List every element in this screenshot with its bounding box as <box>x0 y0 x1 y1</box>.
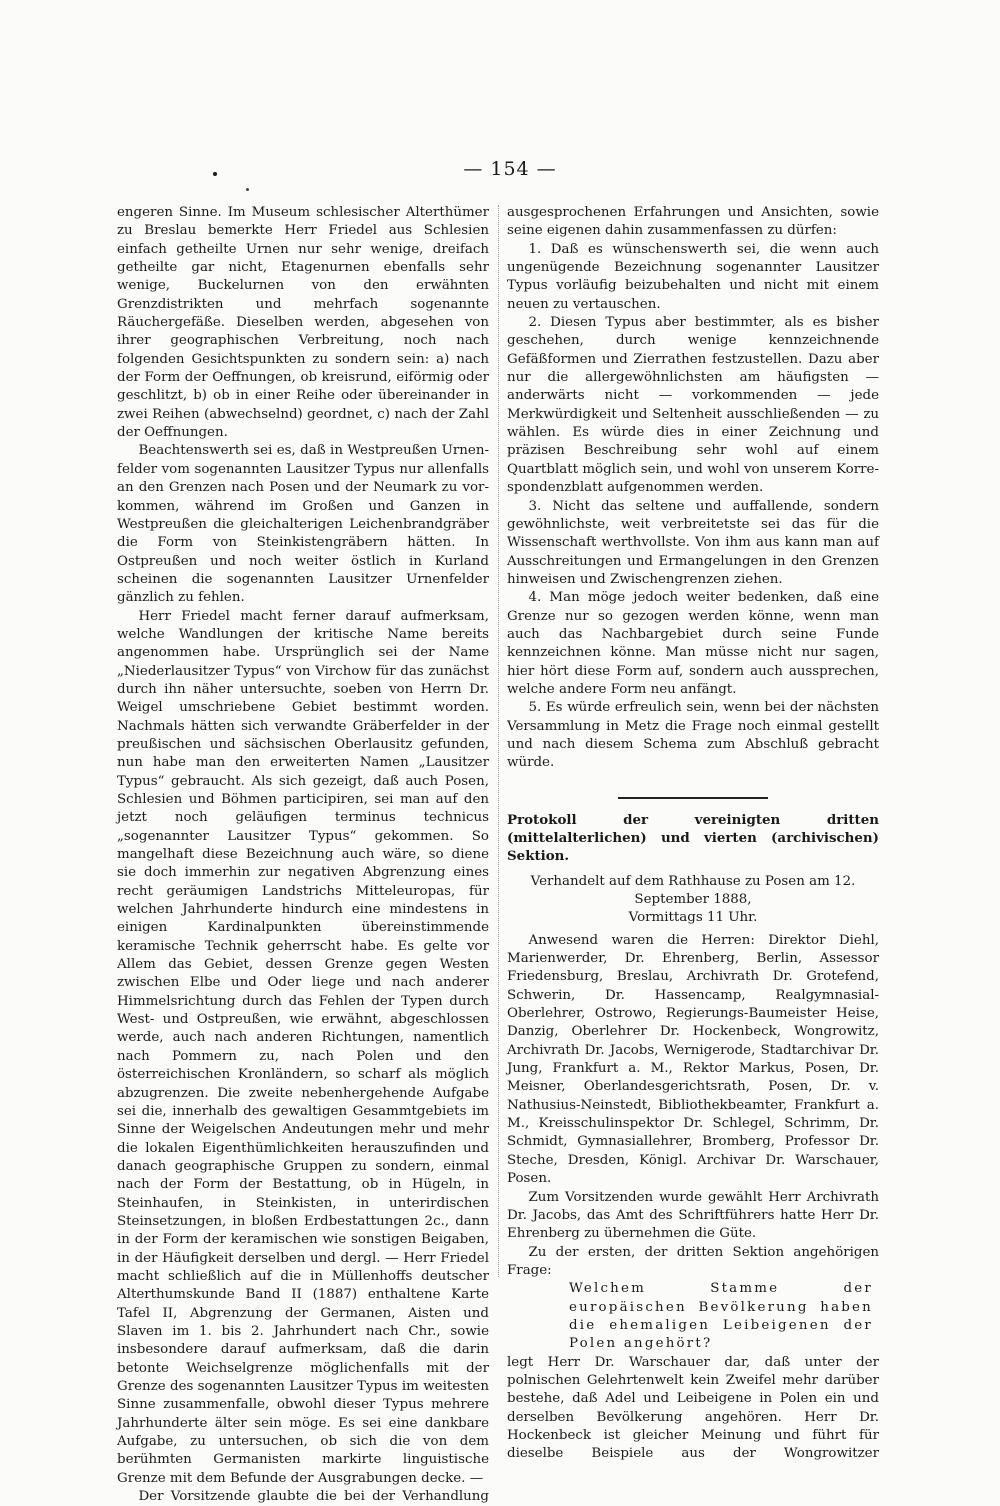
paragraph: Der Vorsitzende glaubte die bei der Verhandlung <box>138 1489 489 1505</box>
attendee-list: Anwesend waren die Herren: Direktor Diehl, Marienwerder, Dr. Ehrenberg, Berlin, Assessor Friedensburg, Breslau, Archivrath Dr. Grotefend, Schwerin, Dr. Hassencamp, Realgymnasial-Oberlehrer, Ostrowo, Regierungs-Baumeister Heise, Danzig, Oberlehrer Dr. Hockenbeck, Wongrowitz, Archivrath Dr. Jacobs, Wernigerode, Stadtarchivar Dr. Jung, Frankfurt a. M., Rektor Markus, Posen, Dr. Meisner, Oberlandesgerichtsrath, Posen, Dr. v. Nathusius-Neinstedt, Bibliothekbeamter, Frankfurt a. M., Kreisschulinspektor Dr. Schlegel, Schrimm, Dr. Schmidt, Gymnasiallehrer, Bromberg, Professor Dr. Steche, Dresden, Königl. Archivar Dr. Warschauer, Posen. <box>507 932 879 1187</box>
list-item: 2. Diesen Typus aber bestimmter, als es bisher geschehen, durch wenige kennzeichnende Gefäßformen und Zierrathen festzustellen. Dazu aber nur die allergewöhnlichsten am häufigsten — anderwärts nicht — vorkommenden — jede Merkwürdigkeit und Seltenheit ausschließenden — zu wählen. Es würde dies in einer Zeichnung und präzisen Beschreibung sehr wohl auf einem Quartblatt möglich sein, und wohl von unserem Korrespondenzblatt aufgenommen werden. <box>507 315 879 496</box>
paragraph: legt Herr Dr. Warschauer dar, daß unter der polnischen Gelehrtenwelt kein Zweifel mehr darüber bestehe, daß Adel und Leibeigene in Polen ein und derselben Bevölkerung angehören. Herr Dr. Hockenbeck ist gleicher Meinung und führt für dieselbe Beispiele aus der Wongrowitzer <box>507 1354 879 1462</box>
paragraph: ausgesprochenen Erfahrungen und Ansichten, sowie seine eigenen dahin zusammenfassen zu dürfen: <box>507 205 879 239</box>
question-quote: Welchem Stamme der europäischen Bevölkerung haben die ehemaligen Leibeigenen der Polen angehört? <box>569 1281 873 1352</box>
subheading-line: Verhandelt auf dem Rathhause zu Posen am 12. September 1888, <box>530 873 856 907</box>
paragraph: Zum Vorsitzenden wurde gewählt Herr Archivrath Dr. Jacobs, das Amt des Schriftführers hatte Herr Dr. Ehrenberg zu übernehmen die Güte. <box>507 1189 879 1242</box>
print-speck <box>246 188 249 191</box>
section-separator <box>618 797 768 799</box>
paragraph: Herr Friedel macht ferner darauf aufmerksam, welche Wandlungen der kritische Name bereits angenommen habe. Ursprünglich sei der Name „Niederlausitzer Typus“ von Virchow für das zunächst durch ihn näher untersuchte, soeben von Herrn Dr. Weigel umschriebene Gebiet bestimmt worden. Nachmals hätten sich verwandte Gräberfelder in der preußischen und sächsischen Oberlausitz gefunden, nun habe man den erweiterten Namen „Lausitzer Typus“ gebraucht. Als sich gezeigt, daß auch Posen, Schlesien und Böhmen participiren, sei man auf den jetzt noch geläufigen terminus technicus „sogenannter Lausitzer Typus“ gekommen. So mangelhaft diese Bezeichnung auch wäre, so diene sie doch immerhin zur negativen Abgrenzung eines recht geräumigen Landstrichs Mitteleuropas, für welchen Jahrhunderte hindurch eine mindestens in einigen Kardinalpunkten übereinstimmende keramische Technik geherrscht habe. Es gelte vor Allem das Gebiet, dessen Grenze gegen Westen zwischen Elbe und Oder liege und nach anderer Himmelsrichtung durch das Fehlen der Typen durch West- und Ostpreußen, wie erwähnt, abgeschlossen werde, auch nach anderen Richtungen, namentlich nach Pommern zu, nach Polen und den österreichischen Kronländern, so scharf als möglich abzugrenzen. Die zweite nebenhergehende Aufgabe sei die, innerhalb des gewaltigen Gesammtgebiets im Sinne der Weigelschen Andeutungen mehr und mehr die lokalen Eigenthümlichkeiten herauszufinden und danach geographische Gruppen zu sondern, einmal nach der Form der Bestattung, ob in Hügeln, in Steinhaufen, in Steinkisten, in unterirdischen Steinsetzungen, in bloßen Erdbestattungen 2c., dann in der Form der keramischen wie sonstigen Beigaben, in der Häufigkeit derselben und dergl. — Herr Friedel macht schließlich auf die in Müllenhoffs deutscher Alterthumskunde Band II (1887) enthaltene Karte Tafel II, Abgrenzung der Germanen, Aisten und Slaven im 1. bis 2. Jahrhundert nach Chr., sowie insbesondere darauf aufmerksam, daß die darin betonte Weichselgrenze möglichenfalls mit der Grenze des sogenannten Lausitzer Typus im weitesten Sinne zusammenfalle, obwohl dieser Typus mehrere Jahrhunderte älter sein möge. Es sei eine dankbare Aufgabe, zu untersuchen, ob sich die von dem berühmten Germanisten markirte linguistische Grenze mit dem Befunde der Ausgrabungen decke. — <box>117 608 489 1486</box>
list-item: 4. Man möge jedoch weiter bedenken, daß eine Grenze nur so gezogen werden könne, wenn man auch das Nachbargebiet durch seine Funde kennzeichnen könne. Man müsse nicht nur sagen, hier hört diese Form auf, sondern auch aussprechen, welche andere Form neu anfängt. <box>507 590 879 697</box>
list-item: 5. Es würde erfreulich sein, wenn bei der nächsten Versammlung in Metz die Frage noch einmal gestellt und nach diesem Schema zum Abschluß gebracht würde. <box>507 700 879 771</box>
subheading-line: Vormittags 11 Uhr. <box>628 910 758 926</box>
section-heading: Protokoll der vereinigten dritten (mittelalterlichen) und vierten (archivischen) Sektion. <box>507 811 879 864</box>
right-column <box>507 204 879 1464</box>
list-item: 3. Nicht das seltene und auffallende, sondern gewöhnlichste, weit verbreitetste sei das für die Wissenschaft werthvollste. Von ihm aus kann man auf Ausschreitungen und Ermangelungen in den Grenzen hinweisen und Zwischengrenzen ziehen. <box>507 498 879 587</box>
left-column <box>117 204 489 1506</box>
column-divider <box>498 205 500 1277</box>
paragraph: Zu der ersten, der dritten Sektion angehörigen Frage: <box>507 1244 879 1278</box>
paragraph: Beachtenswerth sei es, daß in Westpreußen Urnenfelder vom sogenannten Lausitzer Typus nur allenfalls an den Grenzen nach Posen und der Neumark zu vorkommen, während im Großen und Ganzen in Westpreußen die gleichalterigen Leichenbrandgräber die Form von Steinkistengräbern hätten. In Ostpreußen und noch weiter östlich in Kurland scheinen die sogenannten Lausitzer Urnenfelder gänzlich zu fehlen. <box>117 443 489 606</box>
page-number: — 154 — <box>463 158 557 180</box>
section-subheading <box>507 873 879 928</box>
paragraph: engeren Sinne. Im Museum schlesischer Alterthümer zu Breslau bemerkte Herr Friedel aus Schlesien einfach getheilte Urnen nur sehr wenige, dreifach getheilte gar nicht, Etagenurnen ebenfalls sehr wenige, Buckelurnen von den erwähnten Grenzdistrikten und mehrfach sogenannte Räuchergefäße. Dieselben werden, abgesehen von ihrer geographischen Verbreitung, noch nach folgenden Gesichtspunkten zu sondern sein: a) nach der Form der Oeffnungen, ob kreisrund, eiförmig oder geschlitzt, b) ob in einer Reihe oder übereinander in zwei Reihen (abwechselnd) geordnet, c) nach der Zahl der Oeffnungen. <box>117 205 489 441</box>
list-item: 1. Daß es wünschenswerth sei, die wenn auch ungenügende Bezeichnung sogenannter Lausitzer Typus vorläufig beizubehalten und nicht mit einem neuen zu vertauschen. <box>507 241 879 312</box>
